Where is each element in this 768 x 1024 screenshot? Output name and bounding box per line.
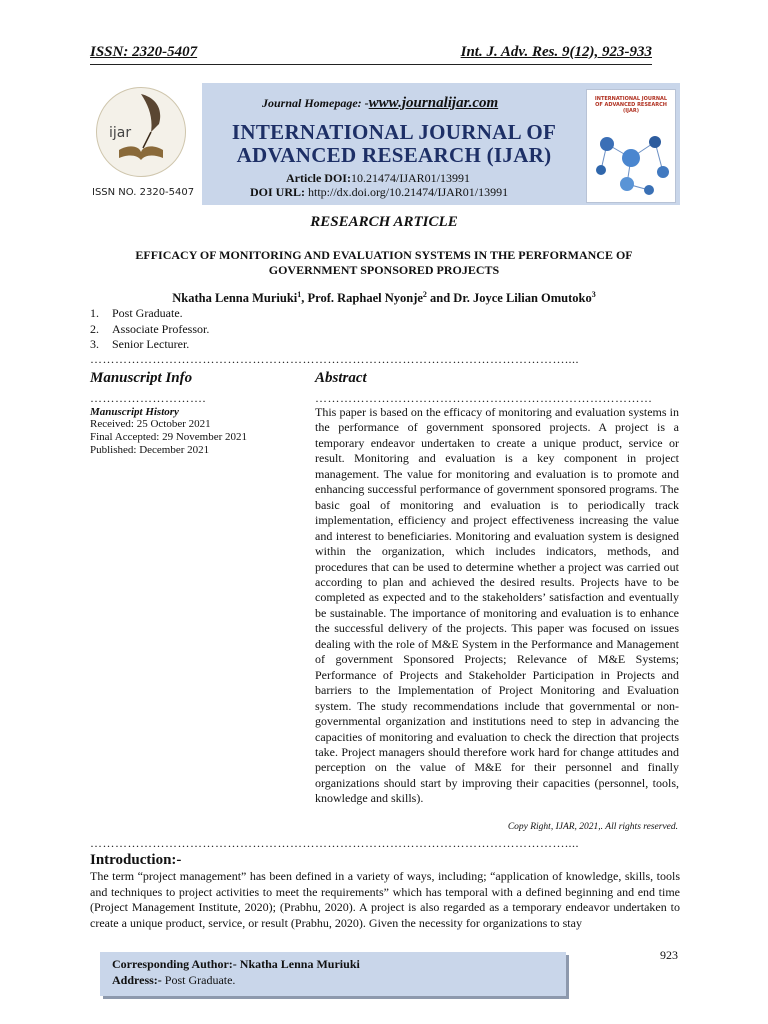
corresponding-author-box [100,952,566,996]
dotted-separator: ………………………. [90,391,206,405]
article-title [110,248,658,278]
logo-text: ijar [109,125,132,141]
journal-homepage [262,95,498,112]
logo-issn: ISSN NO. 2320-5407 [92,187,195,198]
abstract-heading: Abstract [315,370,367,386]
published-date: Published: December 2021 [90,444,210,456]
journal-title [214,121,574,167]
article-title-line1: EFFICACY OF MONITORING AND EVALUATION SYSTEMS IN THE PERFORMANCE OF [135,248,633,262]
doi-url-label: DOI URL: [250,185,306,199]
author-list [0,290,768,306]
journal-logo [90,83,202,205]
journal-title-line1: INTERNATIONAL JOURNAL OF [231,120,557,144]
corresponding-author: Corresponding Author:- Nkatha Lenna Muriuki [112,957,360,971]
cover-title: INTERNATIONAL JOURNAL OF ADVANCED RESEARCH (IJAR) [594,96,668,114]
abstract-text: This paper is based on the efficacy of monitoring and evaluation systems in the performance of government sponsored projects. A project is a temporary endeavor undertaken to create a unique product, service or result. Monitoring and evaluation is a key component in project management. The value for monitoring and evaluation is to promote and enhancing successful performance of government sponsored programs. The basic goal of monitoring and evaluation is to periodically track implementation, efficiency and project effectiveness increasing the value and interest to beneficiaries. Monitoring and evaluation system is designed within the organization, which includes indicators, methods, and procedures that can be used to determine whether a project was carried out according to plan and achieved the desired results. Projects have to be completed as expected and to the stakeholders’ satisfaction and eventually be sustainable. The importance of monitoring and evaluation is to enhance the successful delivery of the projects. This paper was focused on issues dealing with the role of M&E System in the Performance and Management of government Sponsored Projects; Relevance of M&E Systems; Performance of Projects and Stakeholder Participation in Projects and barriers to the Implementation of Project Monitoring and Evaluation system. The study recommendations include that governmental or non-governmental organization and institutions need to step in advancing the capacities of monitoring and evaluation to check the direction that projects take. Project managers should therefore work hard for change attitudes and perception on the value of M&E for their personnel and finally organizations should start by improving their capacities (personnel, tools, knowledge and skills). [315,405,679,806]
author-1: Nkatha Lenna Muriuki [172,291,298,306]
author-address [112,973,235,988]
article-doi [286,171,470,186]
address-value: Post Graduate. [161,973,236,987]
journal-banner [90,83,680,205]
dotted-separator: ……………………………………………………………………… [315,391,653,405]
issn-header: ISSN: 2320-5407 [90,44,198,60]
author-3-affil: 3 [591,290,596,299]
manuscript-history-label: Manuscript History [90,406,179,418]
author-3: and Dr. Joyce Lilian Omutoko [426,291,592,306]
article-title-line2: GOVERNMENT SPONSORED PROJECTS [268,263,500,277]
doi-url [250,185,508,200]
homepage-link[interactable]: www.journalijar.com [368,95,499,111]
molecule-icon [587,114,675,202]
dotted-separator: …………………………………………………………………………………………………….... [90,352,579,366]
doi-url-link[interactable]: http://dx.doi.org/10.21474/IJAR01/13991 [308,185,509,199]
introduction-text: The term “project management” has been defined in a variety of ways, including; “application of knowledge, skills, tools and techniques to project activities to meet the requirements” which has temporal with a defined beginning and end time (Project Management Institute, 2020); (Prabhu, 2020). A project is also regarded as a temporary endeavor undertaken to create a unique product, service, or result (Prabhu, 2020). Given the necessity for organizations to stay [90,869,680,930]
address-label: Address:- [112,973,162,987]
journal-title-line2: ADVANCED RESEARCH (IJAR) [236,143,552,167]
page-number: 923 [660,948,678,962]
copyright-notice: Copy Right, IJAR, 2021,. All rights reserved. [507,822,678,832]
received-date: Received: 25 October 2021 [90,418,211,430]
journal-cover-thumbnail [586,89,676,203]
author-2: , Prof. Raphael Nyonje [301,291,423,306]
manuscript-history [90,418,247,457]
affiliation-item: 3. Senior Lecturer. [90,337,190,351]
manuscript-info-heading: Manuscript Info [90,370,193,386]
accepted-date: Final Accepted: 29 November 2021 [90,431,248,443]
doi-label: Article DOI: [286,171,351,185]
header-rule [90,64,652,65]
homepage-label: Journal Homepage: - [262,96,369,110]
introduction-heading: Introduction:- [90,852,182,868]
affiliation-list [90,306,209,353]
doi-value: 10.21474/IJAR01/13991 [350,171,470,185]
affiliation-item: 2. Associate Professor. [90,321,210,336]
article-type: RESEARCH ARTICLE [310,214,458,230]
author-2-affil: 2 [422,290,427,299]
affiliation-item: 1. Post Graduate. [90,306,183,320]
author-1-affil: 1 [297,290,302,299]
dotted-separator: …………………………………………………………………………………………………….... [90,836,579,850]
citation-header: Int. J. Adv. Res. 9(12), 923-933 [460,44,652,60]
